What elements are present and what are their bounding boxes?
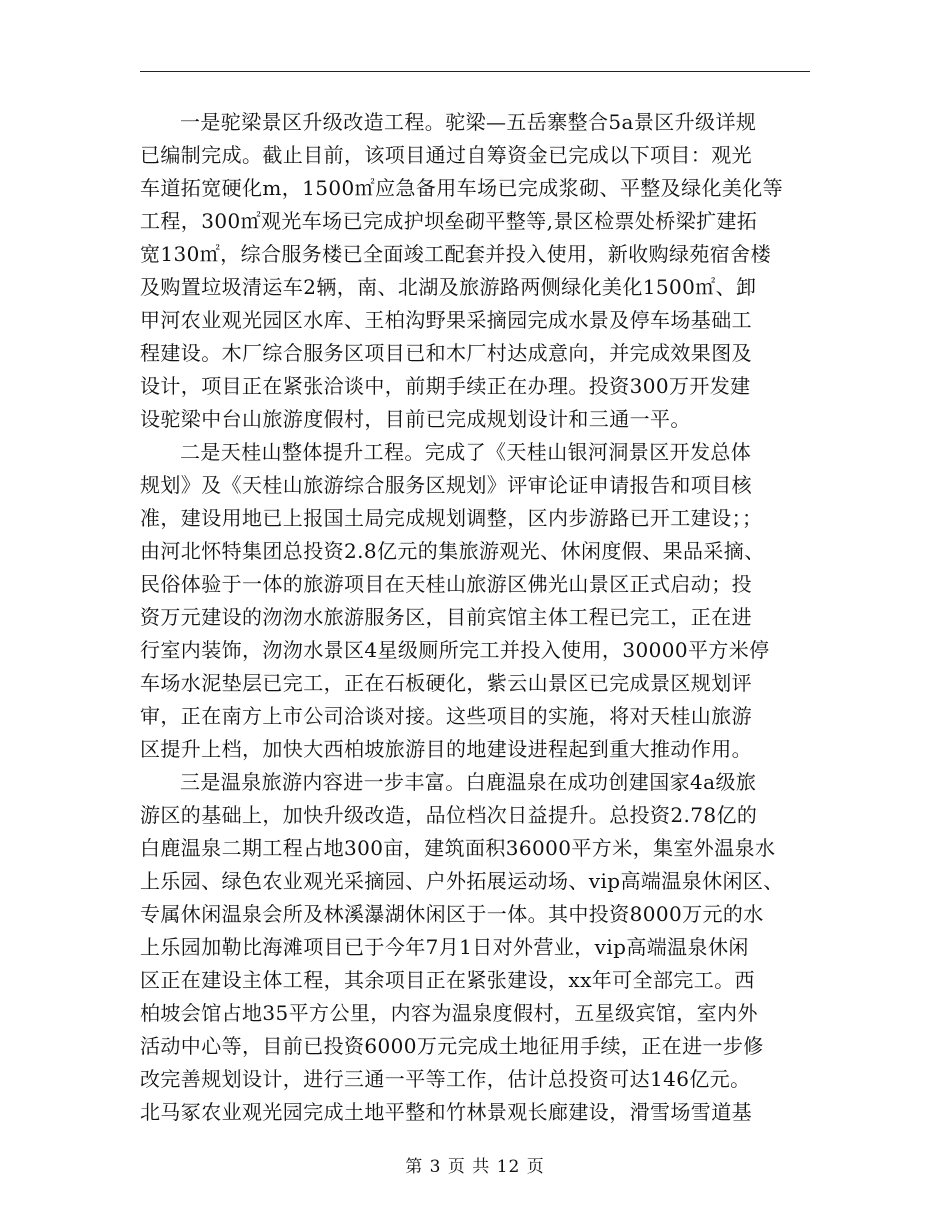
- text-line: 程建设。木厂综合服务区项目已和木厂村达成意向，并完成效果图及: [140, 341, 752, 365]
- text-line: 游区的基础上，加快升级改造，品位档次日益提升。总投资2.78亿的: [140, 803, 758, 827]
- text-line: 宽130㎡，综合服务楼已全面竣工配套并投入使用，新收购绿苑宿舍楼: [140, 242, 771, 266]
- text-line: 由河北怀特集团总投资2.8亿元的集旅游观光、休闲度假、果品采摘、: [140, 539, 765, 563]
- text-line: 行室内装饰，沕沕水景区4星级厕所完工并投入使用，30000平方米停: [140, 638, 770, 662]
- text-line: 工程，300㎡观光车场已完成护坝垒砌平整等,景区检票处桥梁扩建拓: [140, 209, 758, 233]
- text-line: 专属休闲温泉会所及林溪瀑湖休闲区于一体。其中投资8000万元的水: [140, 902, 764, 926]
- text-line: 已编制完成。截止目前，该项目通过自筹资金已完成以下项目：观光: [140, 143, 752, 167]
- text-line: 活动中心等，目前已投资6000万元完成土地征用手续，正在进一步修: [140, 1034, 764, 1058]
- text-line: 柏坡会馆占地35平方公里，内容为温泉度假村，五星级宾馆，室内外: [140, 1001, 758, 1025]
- text-line: 北马冢农业观光园完成土地平整和竹林景观长廊建设，滑雪场雪道基: [140, 1100, 752, 1124]
- text-line: 民俗体验于一体的旅游项目在天桂山旅游区佛光山景区正式启动；投: [140, 572, 752, 596]
- text-line: 白鹿温泉二期工程占地300亩，建筑面积36000平方米，集室外温泉水: [140, 836, 776, 860]
- text-line: 区正在建设主体工程，其余项目正在紧张建设，xx年可全部完工。西: [140, 968, 755, 992]
- text-line: 区提升上档，加快大西柏坡旅游目的地建设进程起到重大推动作用。: [140, 737, 752, 761]
- text-line: 审，正在南方上市公司洽谈对接。这些项目的实施，将对天桂山旅游: [140, 704, 752, 728]
- text-line: 资万元建设的沕沕水旅游服务区，目前宾馆主体工程已完工，正在进: [140, 605, 752, 629]
- text-line: 二是天桂山整体提升工程。完成了《天桂山银河洞景区开发总体: [180, 440, 752, 464]
- header-rule: [140, 71, 810, 72]
- text-line: 及购置垃圾清运车2辆，南、北湖及旅游路两侧绿化美化1500㎡、卸: [140, 275, 757, 299]
- text-line: 设驼梁中台山旅游度假村，目前已完成规划设计和三通一平。: [140, 407, 691, 431]
- text-line: 三是温泉旅游内容进一步丰富。白鹿温泉在成功创建国家4a级旅: [180, 770, 757, 794]
- page-footer: 第 3 页 共 12 页: [405, 1157, 545, 1177]
- text-line: 车场水泥垫层已完工，正在石板硬化，紫云山景区已完成景区规划评: [140, 671, 752, 695]
- text-line: 上乐园加勒比海滩项目已于今年7月1日对外营业，vip高端温泉休闲: [140, 935, 749, 959]
- text-line: 车道拓宽硬化m，1500㎡应急备用车场已完成浆砌、平整及绿化美化等: [140, 176, 784, 200]
- text-line: 上乐园、绿色农业观光采摘园、户外拓展运动场、vip高端温泉休闲区、: [140, 869, 784, 893]
- text-line: 设计，项目正在紧张洽谈中，前期手续正在办理。投资300万开发建: [140, 374, 751, 398]
- text-line: 规划》及《天桂山旅游综合服务区规划》评审论证申请报告和项目核: [140, 473, 752, 497]
- text-line: 准，建设用地已上报国土局完成规划调整，区内步游路已开工建设；；: [140, 506, 763, 530]
- text-line: 甲河农业观光园区水库、王柏沟野果采摘园完成水景及停车场基础工: [140, 308, 752, 332]
- text-line: 一是驼梁景区升级改造工程。驼梁—五岳寨整合5a景区升级详规: [180, 110, 757, 134]
- text-line: 改完善规划设计，进行三通一平等工作，估计总投资可达146亿元。: [140, 1067, 751, 1091]
- document-body: [140, 106, 820, 1129]
